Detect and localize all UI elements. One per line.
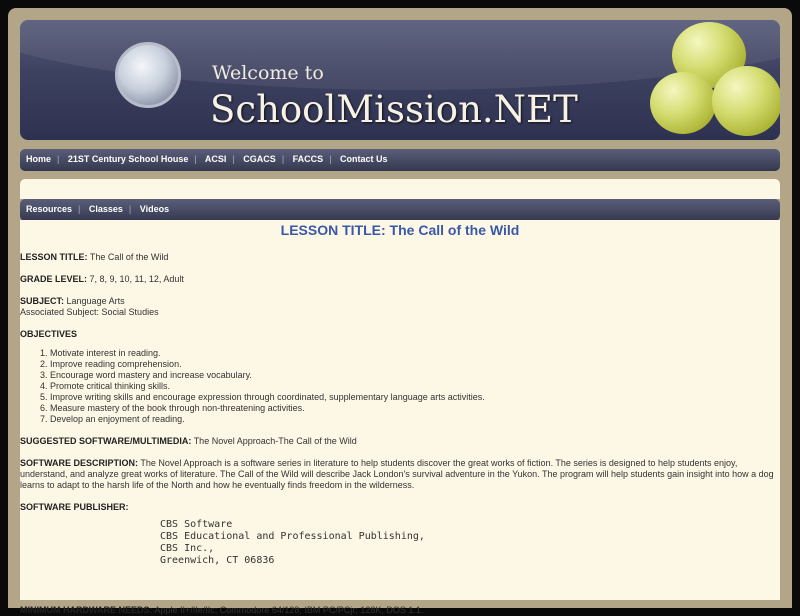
primary-nav: Home | 21ST Century School House | ACSI | CGACS | FACCS | Contact Us bbox=[20, 149, 780, 171]
objectives-heading: OBJECTIVES bbox=[20, 329, 78, 339]
publisher-address: CBS Software CBS Educational and Professional Publishing, CBS Inc., Greenwich, CT 06836 bbox=[160, 519, 425, 566]
site-header bbox=[20, 20, 780, 140]
list-item: 2. Improve reading comprehension. bbox=[50, 359, 780, 370]
nav-cgacs[interactable]: CGACS bbox=[243, 154, 276, 164]
lesson-content bbox=[20, 220, 780, 615]
list-item: 4. Promote critical thinking skills. bbox=[50, 381, 780, 392]
nav-acsi[interactable]: ACSI bbox=[204, 154, 227, 164]
lesson-title: LESSON TITLE: The Call of the Wild bbox=[20, 252, 169, 262]
globe-logo-icon bbox=[115, 42, 181, 108]
list-item: 3. Encourage word mastery and increase vocabulary. bbox=[50, 370, 780, 381]
nav-resources[interactable]: Resources bbox=[26, 204, 73, 214]
list-item: 1. Motivate interest in reading. bbox=[50, 348, 780, 359]
subject: SUBJECT: Language Arts Associated Subject: Social Studies bbox=[20, 296, 159, 317]
grade-level: GRADE LEVEL: 7, 8, 9, 10, 11, 12, Adult bbox=[20, 274, 184, 284]
nav-classes[interactable]: Classes bbox=[88, 204, 123, 214]
publisher-heading: SOFTWARE PUBLISHER: bbox=[20, 502, 129, 512]
site-name[interactable]: SchoolMission.NET bbox=[210, 88, 578, 131]
suggested-software: SUGGESTED SOFTWARE/MULTIMEDIA: The Novel Approach-The Call of the Wild bbox=[20, 436, 357, 446]
content-strip bbox=[20, 179, 780, 199]
nav-home[interactable]: Home bbox=[26, 154, 52, 164]
welcome-text: Welcome to bbox=[212, 62, 324, 84]
nav-faccs[interactable]: FACCS bbox=[292, 154, 324, 164]
nav-contact[interactable]: Contact Us bbox=[340, 154, 388, 164]
list-item: 5. Improve writing skills and encourage expression through coordinated, supplementary language arts activities. bbox=[50, 392, 780, 403]
objectives-list bbox=[50, 348, 780, 425]
nav-21st-century[interactable]: 21ST Century School House bbox=[67, 154, 189, 164]
software-description: SOFTWARE DESCRIPTION: The Novel Approach is a software series in literature to help students discover the great works of fiction. The series is designed to help students enjoy, understand, and analyze great works of literature. The Call of the Wild will describe Jack London's survival adventure in the Yukon. The program will help students gain insight into how a dog learns to adapt to the harsh life of the North and how he eventually finds freedom in the wilderness. bbox=[20, 458, 774, 490]
nav-videos[interactable]: Videos bbox=[139, 204, 170, 214]
list-item: 7. Develop an enjoyment of reading. bbox=[50, 414, 780, 425]
apple-image-icon bbox=[650, 72, 716, 134]
list-item: 6. Measure mastery of the book through non-threatening activities. bbox=[50, 403, 780, 414]
hardware-needs: MINIMUM HARDWARE NEEDS: Apple II+/IIe/IIc; Commodore 64/128; IBM PC/PCjr; 128K, DOS 1.1. bbox=[20, 605, 424, 615]
secondary-nav: Resources | Classes | Videos bbox=[20, 199, 780, 221]
page-title: LESSON TITLE: The Call of the Wild bbox=[280, 222, 520, 238]
apple-image-icon bbox=[712, 66, 780, 136]
